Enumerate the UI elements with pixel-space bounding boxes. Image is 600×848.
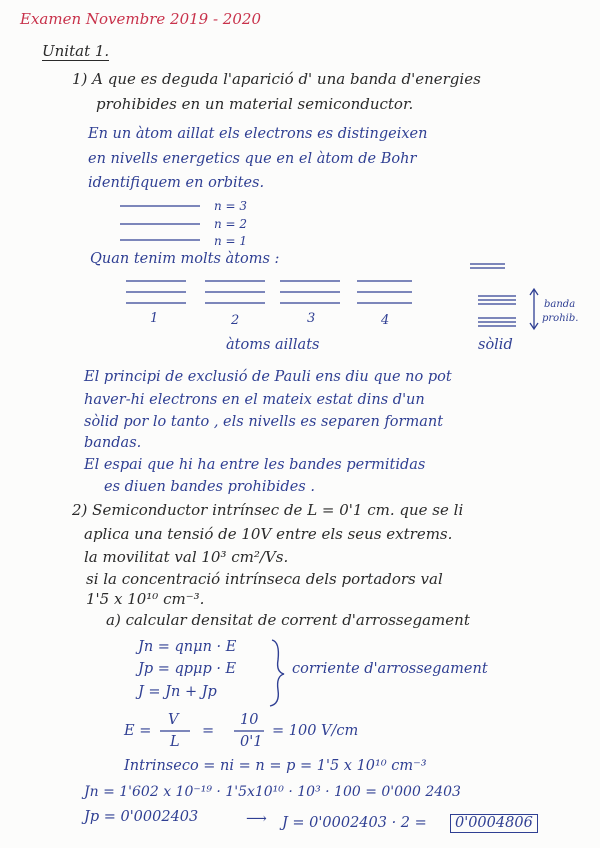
solid-label: sòlid	[478, 337, 513, 353]
arrow-symbol: ⟶	[246, 811, 267, 827]
unit-heading: Unitat 1.	[42, 42, 110, 60]
atom-3-levels	[280, 281, 340, 303]
exam-title: Examen Novembre 2019 - 2020	[20, 10, 261, 28]
equation-brace	[270, 640, 284, 706]
atom-number-1: 1	[150, 311, 159, 326]
level-label-n3: n = 3	[214, 199, 248, 213]
q2-part-a: a) calcular densitat de corrent d'arrossegament	[106, 611, 470, 629]
atom-1-levels	[126, 281, 186, 303]
q2-line-5: 1'5 x 10¹⁰ cm⁻³.	[86, 590, 205, 608]
equation-jp: Jp = qpμp · E	[138, 661, 237, 677]
q2-line-1: 2) Semiconductor intrínsec de L = 0'1 cm. que se li	[72, 501, 464, 519]
e-field-equals: =	[202, 723, 215, 739]
level-label-n1: n = 1	[214, 234, 248, 248]
q1-answer-line-3: identifiquem en orbites.	[88, 175, 265, 191]
atom-number-4: 4	[381, 313, 390, 328]
atom-4-levels	[357, 281, 412, 303]
intrinsic-concentration: Intrinseco = ni = n = p = 1'5 x 10¹⁰ cm⁻³	[124, 758, 427, 774]
q1-line-2: prohibides en un material semiconductor.	[96, 95, 414, 113]
q2-line-3: la movilitat val 10³ cm²/Vs.	[84, 548, 289, 566]
e-field-l: L	[170, 734, 180, 750]
j-calculation: J = 0'0002403 · 2 =	[282, 815, 427, 831]
pauli-line-4: bandas.	[84, 435, 142, 451]
many-atoms-label: Quan tenim molts àtoms :	[90, 251, 280, 267]
e-field-result: = 100 V/cm	[272, 723, 359, 739]
equation-jn: Jn = qnμn · E	[138, 639, 237, 655]
level-label-n2: n = 2	[214, 217, 248, 231]
q2-line-2: aplica una tensió de 10V entre els seus extrems.	[84, 525, 453, 543]
jp-calculation: Jp = 0'0002403	[84, 809, 199, 825]
e-field-denominator: 0'1	[240, 734, 263, 750]
brace-label: corriente d'arrossegament	[292, 661, 488, 677]
e-field-lhs: E =	[124, 723, 152, 739]
pauli-line-6: es diuen bandes prohibides .	[104, 479, 315, 495]
jn-calculation: Jn = 1'602 x 10⁻¹⁹ · 1'5x10¹⁰ · 10³ · 100 = 0'000 2403	[84, 784, 461, 800]
q1-line-1: 1) A que es deguda l'aparició d' una banda d'energies	[72, 70, 481, 88]
band-label-line-1: banda	[544, 299, 576, 310]
q1-answer-line-1: En un àtom aillat els electrons es distingeixen	[88, 126, 428, 142]
e-field-v: V	[168, 712, 179, 728]
band-gap-arrow	[530, 289, 538, 329]
atom-2-levels	[205, 281, 265, 303]
pauli-line-3: sòlid por lo tanto , els nivells es separen formant	[84, 414, 444, 430]
band-label-line-2: prohib.	[542, 313, 579, 324]
pauli-line-1: El principi de exclusió de Pauli ens diu que no pot	[84, 369, 452, 385]
atom-number-2: 2	[231, 313, 240, 328]
pauli-line-2: haver-hi electrons en el mateix estat dins d'un	[84, 392, 425, 408]
solid-bands	[470, 264, 516, 326]
isolated-atoms-label: àtoms aillats	[226, 337, 320, 353]
atom-number-3: 3	[307, 311, 316, 326]
equation-j-total: J = Jn + Jp	[138, 684, 217, 700]
q1-answer-line-2: en nivells energetics que en el àtom de Bohr	[88, 151, 417, 167]
e-field-numerator: 10	[240, 712, 259, 728]
j-result-boxed: 0'0004806	[450, 814, 538, 833]
q2-line-4: si la concentració intrínseca dels portadors val	[86, 570, 443, 588]
pauli-line-5: El espai que hi ha entre les bandes permitidas	[84, 457, 426, 473]
